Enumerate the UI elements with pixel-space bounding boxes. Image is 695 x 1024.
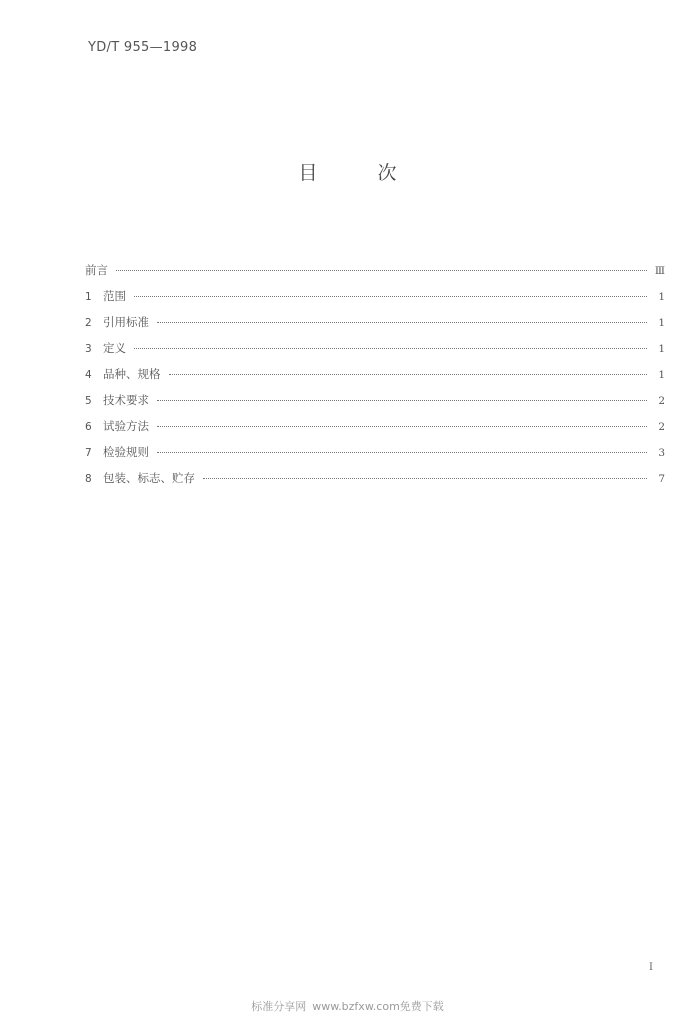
toc-entry-number: 7	[85, 447, 92, 459]
toc-entry-page: 2	[658, 421, 665, 433]
toc-entry-label: 前言	[85, 263, 108, 277]
toc-entry-label: 技术要求	[103, 393, 149, 407]
toc-leader-dots	[157, 322, 647, 323]
toc-entry-label: 品种、规格	[103, 367, 161, 381]
toc-entry-label: 范围	[103, 289, 126, 303]
toc-leader-dots	[157, 400, 647, 401]
toc-entry-packaging-marking-storage[interactable]	[85, 470, 665, 496]
page-title-char-1: 目	[298, 162, 318, 184]
footer-site-url[interactable]: www.bzfxw.com免费下载	[312, 1000, 444, 1013]
toc-entry-page: 1	[658, 369, 665, 381]
toc-entry-number: 8	[85, 473, 92, 485]
toc-entry-label: 引用标准	[103, 315, 149, 329]
toc-leader-dots	[203, 478, 647, 479]
toc-entry-number: 1	[85, 291, 92, 303]
toc-entry-normative-references[interactable]	[85, 314, 665, 340]
toc-leader-dots	[157, 452, 647, 453]
table-of-contents	[85, 262, 665, 496]
toc-leader-dots	[157, 426, 647, 427]
toc-entry-page: Ⅲ	[654, 265, 665, 277]
toc-entry-label: 包装、标志、贮存	[103, 471, 195, 485]
toc-entry-page: 3	[658, 447, 665, 459]
toc-entry-page: 1	[658, 317, 665, 329]
page-title-char-2: 次	[377, 162, 397, 184]
toc-entry-number: 6	[85, 421, 92, 433]
toc-entry-label: 试验方法	[103, 419, 149, 433]
toc-entry-number: 4	[85, 369, 92, 381]
toc-entry-page: 7	[658, 473, 665, 485]
toc-entry-number: 2	[85, 317, 92, 329]
toc-entry-number: 3	[85, 343, 92, 355]
toc-entry-page: 1	[658, 343, 665, 355]
toc-entry-page: 2	[658, 395, 665, 407]
toc-leader-dots	[134, 348, 647, 349]
toc-leader-dots	[116, 270, 647, 271]
toc-leader-dots	[134, 296, 647, 297]
toc-entry-technical-requirements[interactable]	[85, 392, 665, 418]
footer-watermark	[0, 998, 695, 1014]
toc-entry-inspection-rules[interactable]	[85, 444, 665, 470]
toc-entry-test-methods[interactable]	[85, 418, 665, 444]
toc-entry-types-specifications[interactable]	[85, 366, 665, 392]
toc-entry-label: 定义	[103, 341, 126, 355]
toc-entry-scope[interactable]	[85, 288, 665, 314]
toc-entry-label: 检验规则	[103, 445, 149, 459]
toc-entry-page: 1	[658, 291, 665, 303]
page-title	[0, 158, 695, 185]
footer-site-name: 标准分享网	[251, 1000, 307, 1013]
document-code: YD/T 955—1998	[88, 40, 198, 55]
toc-entry-definitions[interactable]	[85, 340, 665, 366]
page-number: I	[649, 962, 653, 973]
toc-entry-number: 5	[85, 395, 92, 407]
toc-leader-dots	[169, 374, 648, 375]
toc-entry-foreword[interactable]	[85, 262, 665, 288]
